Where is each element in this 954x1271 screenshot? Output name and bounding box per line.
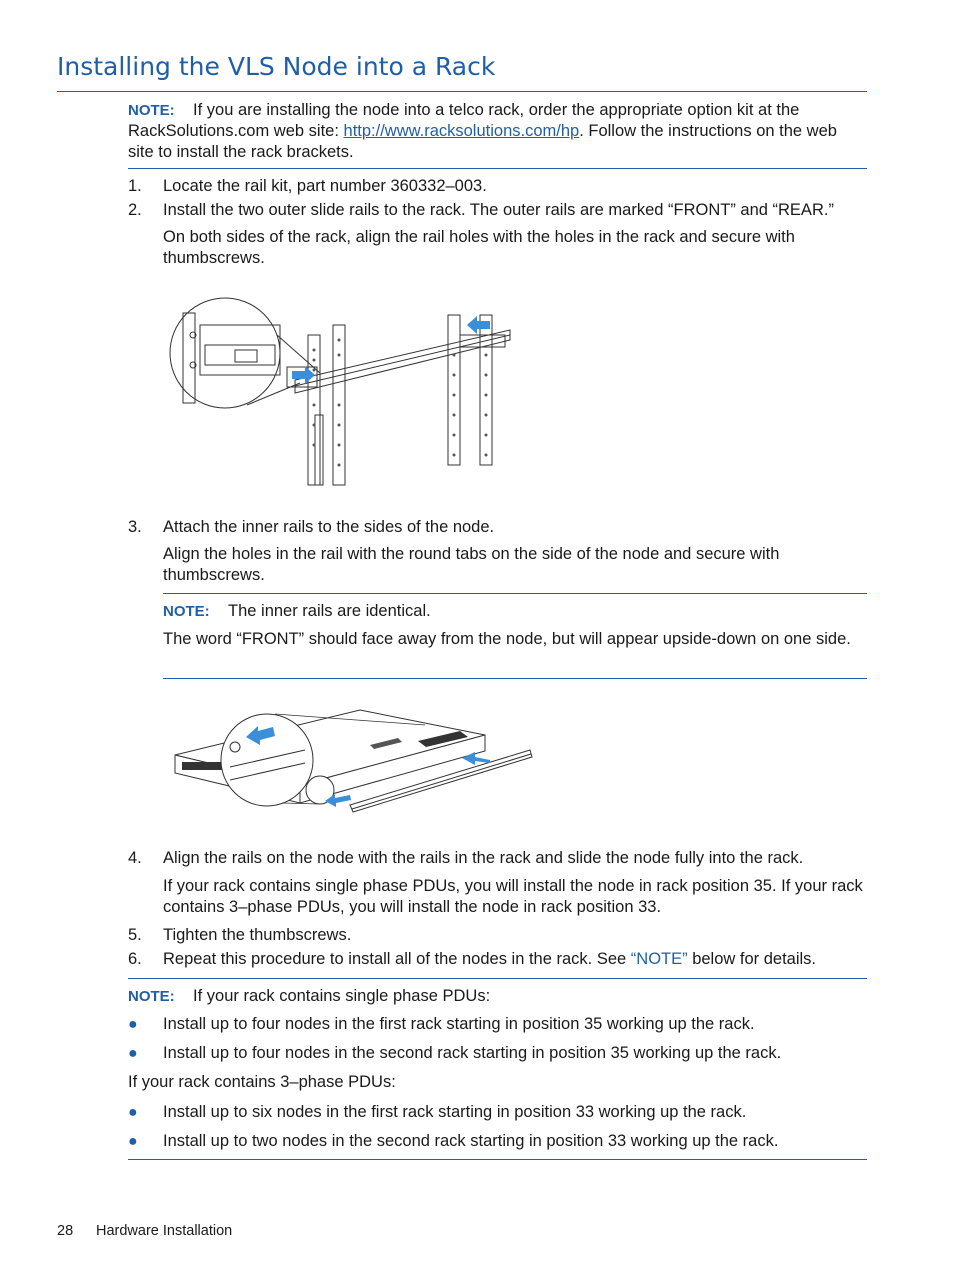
list-item: Install up to two nodes in the second rack starting in position 33 working up the rack.: [163, 1132, 779, 1150]
note-detail: The word “FRONT” should face away from the node, but will appear upside-down on one side.: [163, 630, 851, 648]
note-text: . Follow the instructions on the web: [579, 122, 837, 140]
note-text: site to install the rack brackets.: [128, 143, 354, 161]
note-text: If your rack contains 3–phase PDUs:: [128, 1073, 396, 1091]
step-text: Align the rails on the node with the rails in the rack and slide the node fully into the rack.: [163, 849, 804, 867]
note-inner-rails: [163, 601, 863, 650]
node-inner-rail-figure: [170, 705, 540, 820]
rack-rails-figure: [165, 295, 525, 490]
step-number: 1.: [128, 177, 142, 195]
note-rule: [128, 168, 867, 169]
bullet-dot: ●: [128, 1133, 138, 1150]
step-detail: Align the holes in the rail with the round tabs on the side of the node and secure with thumbscrews.: [163, 545, 780, 584]
step-text: Install the two outer slide rails to the rack. The outer rails are marked “FRONT” and “REAR.”: [163, 201, 834, 219]
step-number: 3.: [128, 518, 142, 536]
step-text: [163, 949, 863, 970]
note-text: If you are installing the node into a telco rack, order the appropriate option kit at the: [193, 101, 800, 119]
step-detail: On both sides of the rack, align the rail holes with the holes in the rack and secure with thumbscrews.: [163, 228, 795, 267]
note-rule: [163, 593, 867, 594]
note-text: The inner rails are identical.: [228, 602, 431, 620]
note-xref-link[interactable]: “NOTE”: [630, 950, 688, 968]
note-label: NOTE:: [163, 603, 210, 620]
bullet-dot: ●: [128, 1045, 138, 1062]
note-pdu: [128, 986, 490, 1007]
step-text: Attach the inner rails to the sides of the node.: [163, 518, 495, 536]
step-text-part: Repeat this procedure to install all of the nodes in the rack. See: [163, 950, 631, 968]
step-text-part: below for details.: [687, 950, 817, 968]
note-rule: [128, 978, 867, 979]
note-rule: [163, 678, 867, 679]
page-title: Installing the VLS Node into a Rack: [57, 52, 496, 81]
note-text: RackSolutions.com web site:: [128, 122, 344, 140]
racksolutions-link[interactable]: http://www.racksolutions.com/hp: [343, 122, 580, 140]
bullet-dot: ●: [128, 1016, 138, 1033]
note-text: If your rack contains single phase PDUs:: [193, 987, 491, 1005]
list-item: Install up to four nodes in the first rack starting in position 35 working up the rack.: [163, 1015, 755, 1033]
note-label: NOTE:: [128, 988, 175, 1005]
step-number: 2.: [128, 201, 142, 219]
step-number: 4.: [128, 849, 142, 867]
note-rule: [128, 1159, 867, 1160]
step-text: Locate the rail kit, part number 360332–003.: [163, 177, 487, 195]
note-label: NOTE:: [128, 102, 175, 119]
title-rule: [57, 91, 867, 92]
list-item: Install up to four nodes in the second rack starting in position 35 working up the rack.: [163, 1044, 782, 1062]
footer-section: Hardware Installation: [96, 1223, 233, 1239]
step-number: 5.: [128, 926, 142, 944]
note-rackbrackets: [128, 100, 868, 163]
step-text: Tighten the thumbscrews.: [163, 926, 352, 944]
bullet-dot: ●: [128, 1104, 138, 1121]
list-item: Install up to six nodes in the first rack starting in position 33 working up the rack.: [163, 1103, 747, 1121]
page-number: 28: [57, 1223, 74, 1239]
step-number: 6.: [128, 950, 142, 968]
arrow-left-icon: [467, 316, 490, 334]
step-detail: If your rack contains single phase PDUs, you will install the node in rack position 35. If your rack contains 3–phase PDUs, you will install the node in rack position 33.: [163, 877, 863, 916]
